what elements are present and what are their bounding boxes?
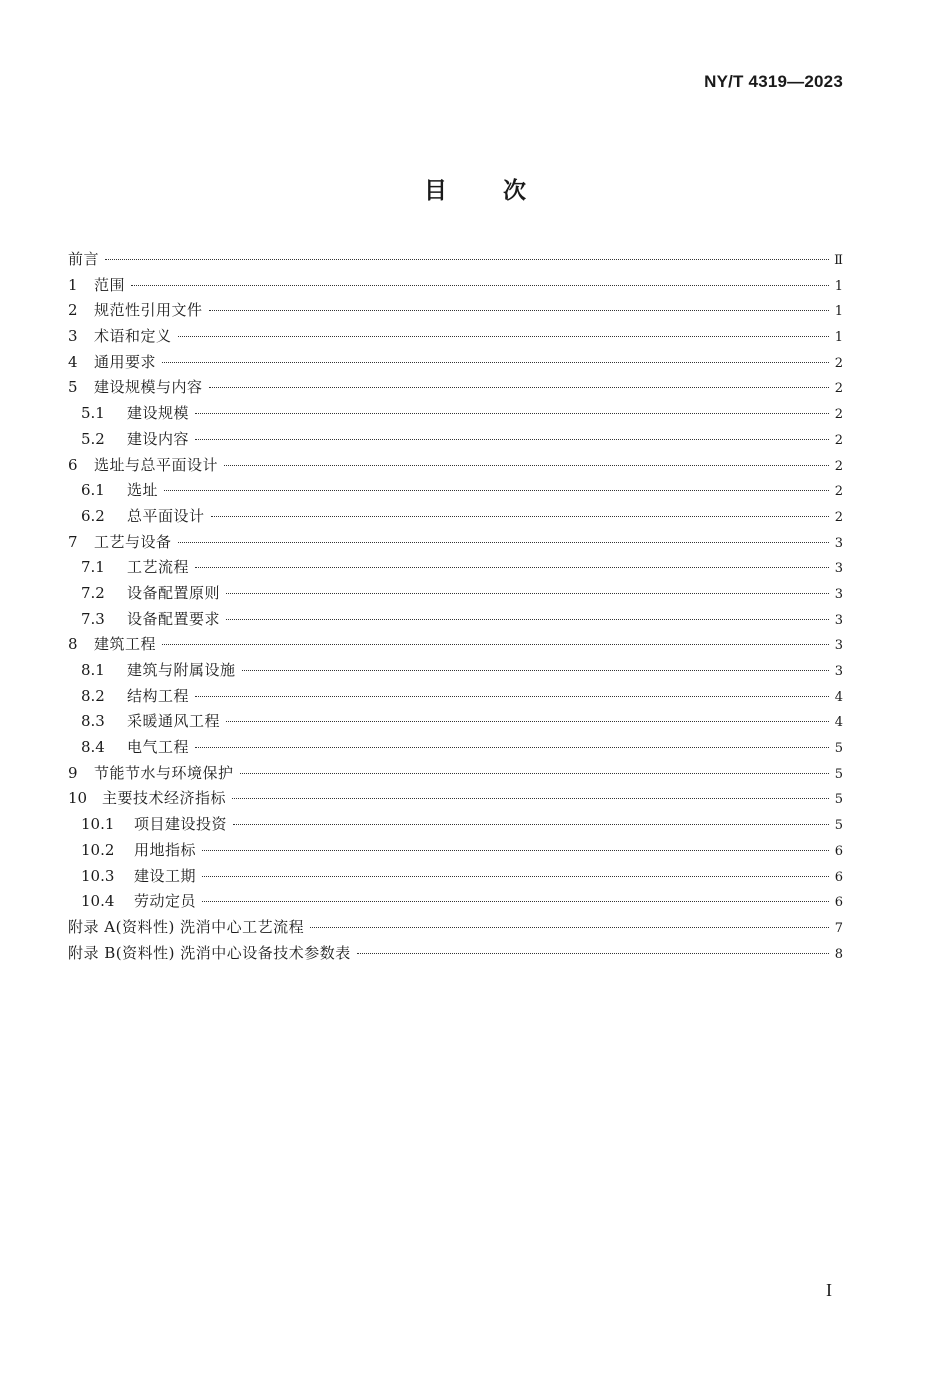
toc-entry[interactable] [68, 401, 843, 427]
toc-entry-label: 建设工期 [134, 866, 197, 885]
toc-entry-label: 电气工程 [127, 738, 190, 757]
toc-dot-leader [211, 516, 829, 517]
toc-entry-page: 6 [834, 843, 843, 859]
toc-entry[interactable] [68, 427, 843, 453]
toc-entry[interactable] [68, 761, 843, 787]
toc-entry[interactable] [68, 324, 843, 350]
toc-entry-label: 主要技术经济指标 [102, 789, 227, 808]
toc-entry-label: 建设规模与内容 [94, 378, 203, 397]
toc-entry-label: 采暖通风工程 [127, 712, 221, 731]
toc-entry-page: 4 [834, 715, 843, 731]
toc-entry-number: 7.3 [81, 609, 105, 628]
toc-dot-leader [240, 773, 829, 774]
toc-entry-page: 7 [834, 920, 843, 936]
toc-entry-label: 设备配置原则 [127, 583, 221, 602]
toc-entry-label: 通用要求 [94, 352, 157, 371]
toc-entry-page: 3 [834, 561, 843, 577]
toc-entry-label: 建筑工程 [94, 635, 157, 654]
toc-entry-page: 1 [834, 304, 843, 320]
toc-entry-page: 2 [834, 407, 843, 423]
toc-dot-leader [209, 310, 829, 311]
toc-entry[interactable] [68, 709, 843, 735]
toc-entry-label: 项目建设投资 [134, 815, 228, 834]
toc-entry-page: 2 [834, 458, 843, 474]
toc-entry-number: 8.4 [81, 738, 105, 757]
toc-entry-number: 5.1 [81, 404, 105, 423]
toc-entry-number: 6.1 [81, 481, 105, 500]
toc-entry-number: 1 [68, 275, 78, 294]
toc-entry-label: 建设内容 [127, 429, 190, 448]
toc-entry[interactable] [68, 889, 843, 915]
toc-entry[interactable] [68, 298, 843, 324]
toc-entry-number: 8.3 [81, 712, 105, 731]
toc-entry-page: 3 [834, 664, 843, 679]
toc-dot-leader [195, 747, 829, 748]
page-title: 目 次 [423, 178, 526, 204]
table-of-contents [68, 247, 843, 966]
toc-entry-label: 建设规模 [127, 404, 190, 423]
toc-entry-number: 10.3 [81, 866, 115, 885]
toc-dot-leader [310, 927, 829, 928]
toc-entry-page: 5 [834, 818, 843, 834]
toc-entry[interactable] [68, 375, 843, 401]
toc-dot-leader [233, 824, 829, 825]
toc-entry-label: 选址与总平面设计 [94, 455, 219, 474]
toc-entry-label: 术语和定义 [94, 327, 172, 346]
toc-entry[interactable] [68, 555, 843, 581]
toc-dot-leader [195, 696, 829, 697]
toc-entry-number: 10 [68, 789, 88, 808]
toc-entry-number: 2 [68, 301, 78, 320]
toc-entry-page: Ⅱ [834, 253, 843, 268]
toc-entry[interactable] [68, 941, 843, 967]
page-number: I [826, 1280, 832, 1300]
toc-dot-leader [105, 259, 829, 260]
toc-entry-page: 6 [834, 869, 843, 885]
toc-entry[interactable] [68, 504, 843, 530]
toc-entry[interactable] [68, 838, 843, 864]
toc-entry-number: 8.1 [81, 661, 105, 679]
toc-entry-label: 劳动定员 [134, 892, 197, 911]
toc-entry-number: 3 [68, 327, 78, 346]
toc-entry[interactable] [68, 786, 843, 812]
toc-dot-leader [226, 593, 829, 594]
toc-dot-leader [202, 850, 829, 851]
toc-entry[interactable] [68, 350, 843, 376]
toc-entry-number: 5 [68, 378, 78, 397]
toc-entry-page: 3 [834, 586, 843, 602]
toc-entry[interactable] [68, 478, 843, 504]
toc-entry[interactable] [68, 812, 843, 838]
toc-entry-page: 1 [834, 278, 843, 294]
toc-entry-label: 节能节水与环境保护 [94, 763, 234, 782]
toc-entry-page: 5 [834, 766, 843, 782]
toc-dot-leader [202, 901, 829, 902]
toc-entry-page: 3 [834, 535, 843, 551]
toc-entry-number: 8.2 [81, 686, 105, 705]
toc-entry[interactable] [68, 658, 843, 684]
toc-entry[interactable] [68, 453, 843, 479]
toc-entry[interactable] [68, 864, 843, 890]
toc-entry[interactable] [68, 530, 843, 556]
toc-dot-leader [357, 953, 829, 954]
toc-entry-number: 10.4 [81, 892, 115, 911]
toc-entry[interactable] [68, 684, 843, 710]
toc-entry-label: 范围 [94, 275, 126, 294]
toc-entry-label: 选址 [127, 481, 159, 500]
document-code: NY/T 4319—2023 [704, 72, 843, 91]
toc-entry-label: 设备配置要求 [127, 609, 221, 628]
toc-dot-leader [178, 542, 829, 543]
toc-dot-leader [209, 387, 829, 388]
toc-entry-page: 3 [834, 612, 843, 628]
toc-dot-leader [202, 876, 829, 877]
toc-entry-label: 建筑与附属设施 [127, 661, 236, 679]
toc-entry-page: 3 [834, 638, 843, 654]
toc-entry-label: 前言 [68, 250, 100, 268]
toc-entry[interactable] [68, 607, 843, 633]
toc-entry-number: 9 [68, 763, 78, 782]
toc-entry-page: 2 [834, 381, 843, 397]
toc-entry-number: 10.1 [81, 815, 115, 834]
toc-entry-page: 6 [834, 895, 843, 911]
toc-dot-leader [162, 644, 829, 645]
toc-dot-leader [131, 285, 829, 286]
toc-entry[interactable] [68, 581, 843, 607]
toc-dot-leader [242, 670, 829, 671]
toc-dot-leader [232, 798, 829, 799]
toc-dot-leader [226, 721, 829, 722]
toc-entry-label: 工艺流程 [127, 558, 190, 577]
toc-entry-label: 规范性引用文件 [94, 301, 203, 320]
toc-dot-leader [195, 439, 829, 440]
toc-entry-page: 5 [834, 792, 843, 808]
toc-dot-leader [162, 362, 829, 363]
toc-entry-page: 4 [834, 689, 843, 705]
toc-entry-label: 用地指标 [134, 840, 197, 859]
toc-dot-leader [178, 336, 829, 337]
toc-entry-label: 附录 A(资料性) 洗消中心工艺流程 [68, 917, 305, 936]
toc-entry-page: 2 [834, 484, 843, 500]
toc-dot-leader [195, 413, 829, 414]
toc-entry-number: 4 [68, 352, 78, 371]
toc-entry-page: 2 [834, 432, 843, 448]
toc-entry-page: 5 [834, 741, 843, 757]
toc-entry-number: 10.2 [81, 840, 115, 859]
toc-entry[interactable] [68, 247, 843, 273]
toc-entry-number: 8 [68, 635, 78, 654]
toc-dot-leader [195, 567, 829, 568]
toc-entry[interactable] [68, 915, 843, 941]
toc-entry-page: 2 [834, 355, 843, 371]
toc-entry-page: 8 [834, 946, 843, 962]
toc-entry-number: 7 [68, 532, 78, 551]
toc-entry-number: 6 [68, 455, 78, 474]
toc-entry-number: 5.2 [81, 429, 105, 448]
toc-entry[interactable] [68, 632, 843, 658]
toc-entry[interactable] [68, 735, 843, 761]
toc-dot-leader [226, 619, 829, 620]
toc-entry-page: 1 [834, 330, 843, 346]
toc-dot-leader [224, 465, 829, 466]
toc-dot-leader [164, 490, 829, 491]
toc-entry[interactable] [68, 273, 843, 299]
toc-entry-number: 7.2 [81, 583, 105, 602]
toc-entry-label: 结构工程 [127, 686, 190, 705]
toc-entry-label: 附录 B(资料性) 洗消中心设备技术参数表 [68, 943, 351, 962]
toc-entry-label: 总平面设计 [127, 506, 205, 525]
toc-entry-page: 2 [834, 509, 843, 525]
toc-entry-number: 7.1 [81, 558, 105, 577]
toc-entry-number: 6.2 [81, 506, 105, 525]
toc-entry-label: 工艺与设备 [94, 532, 172, 551]
